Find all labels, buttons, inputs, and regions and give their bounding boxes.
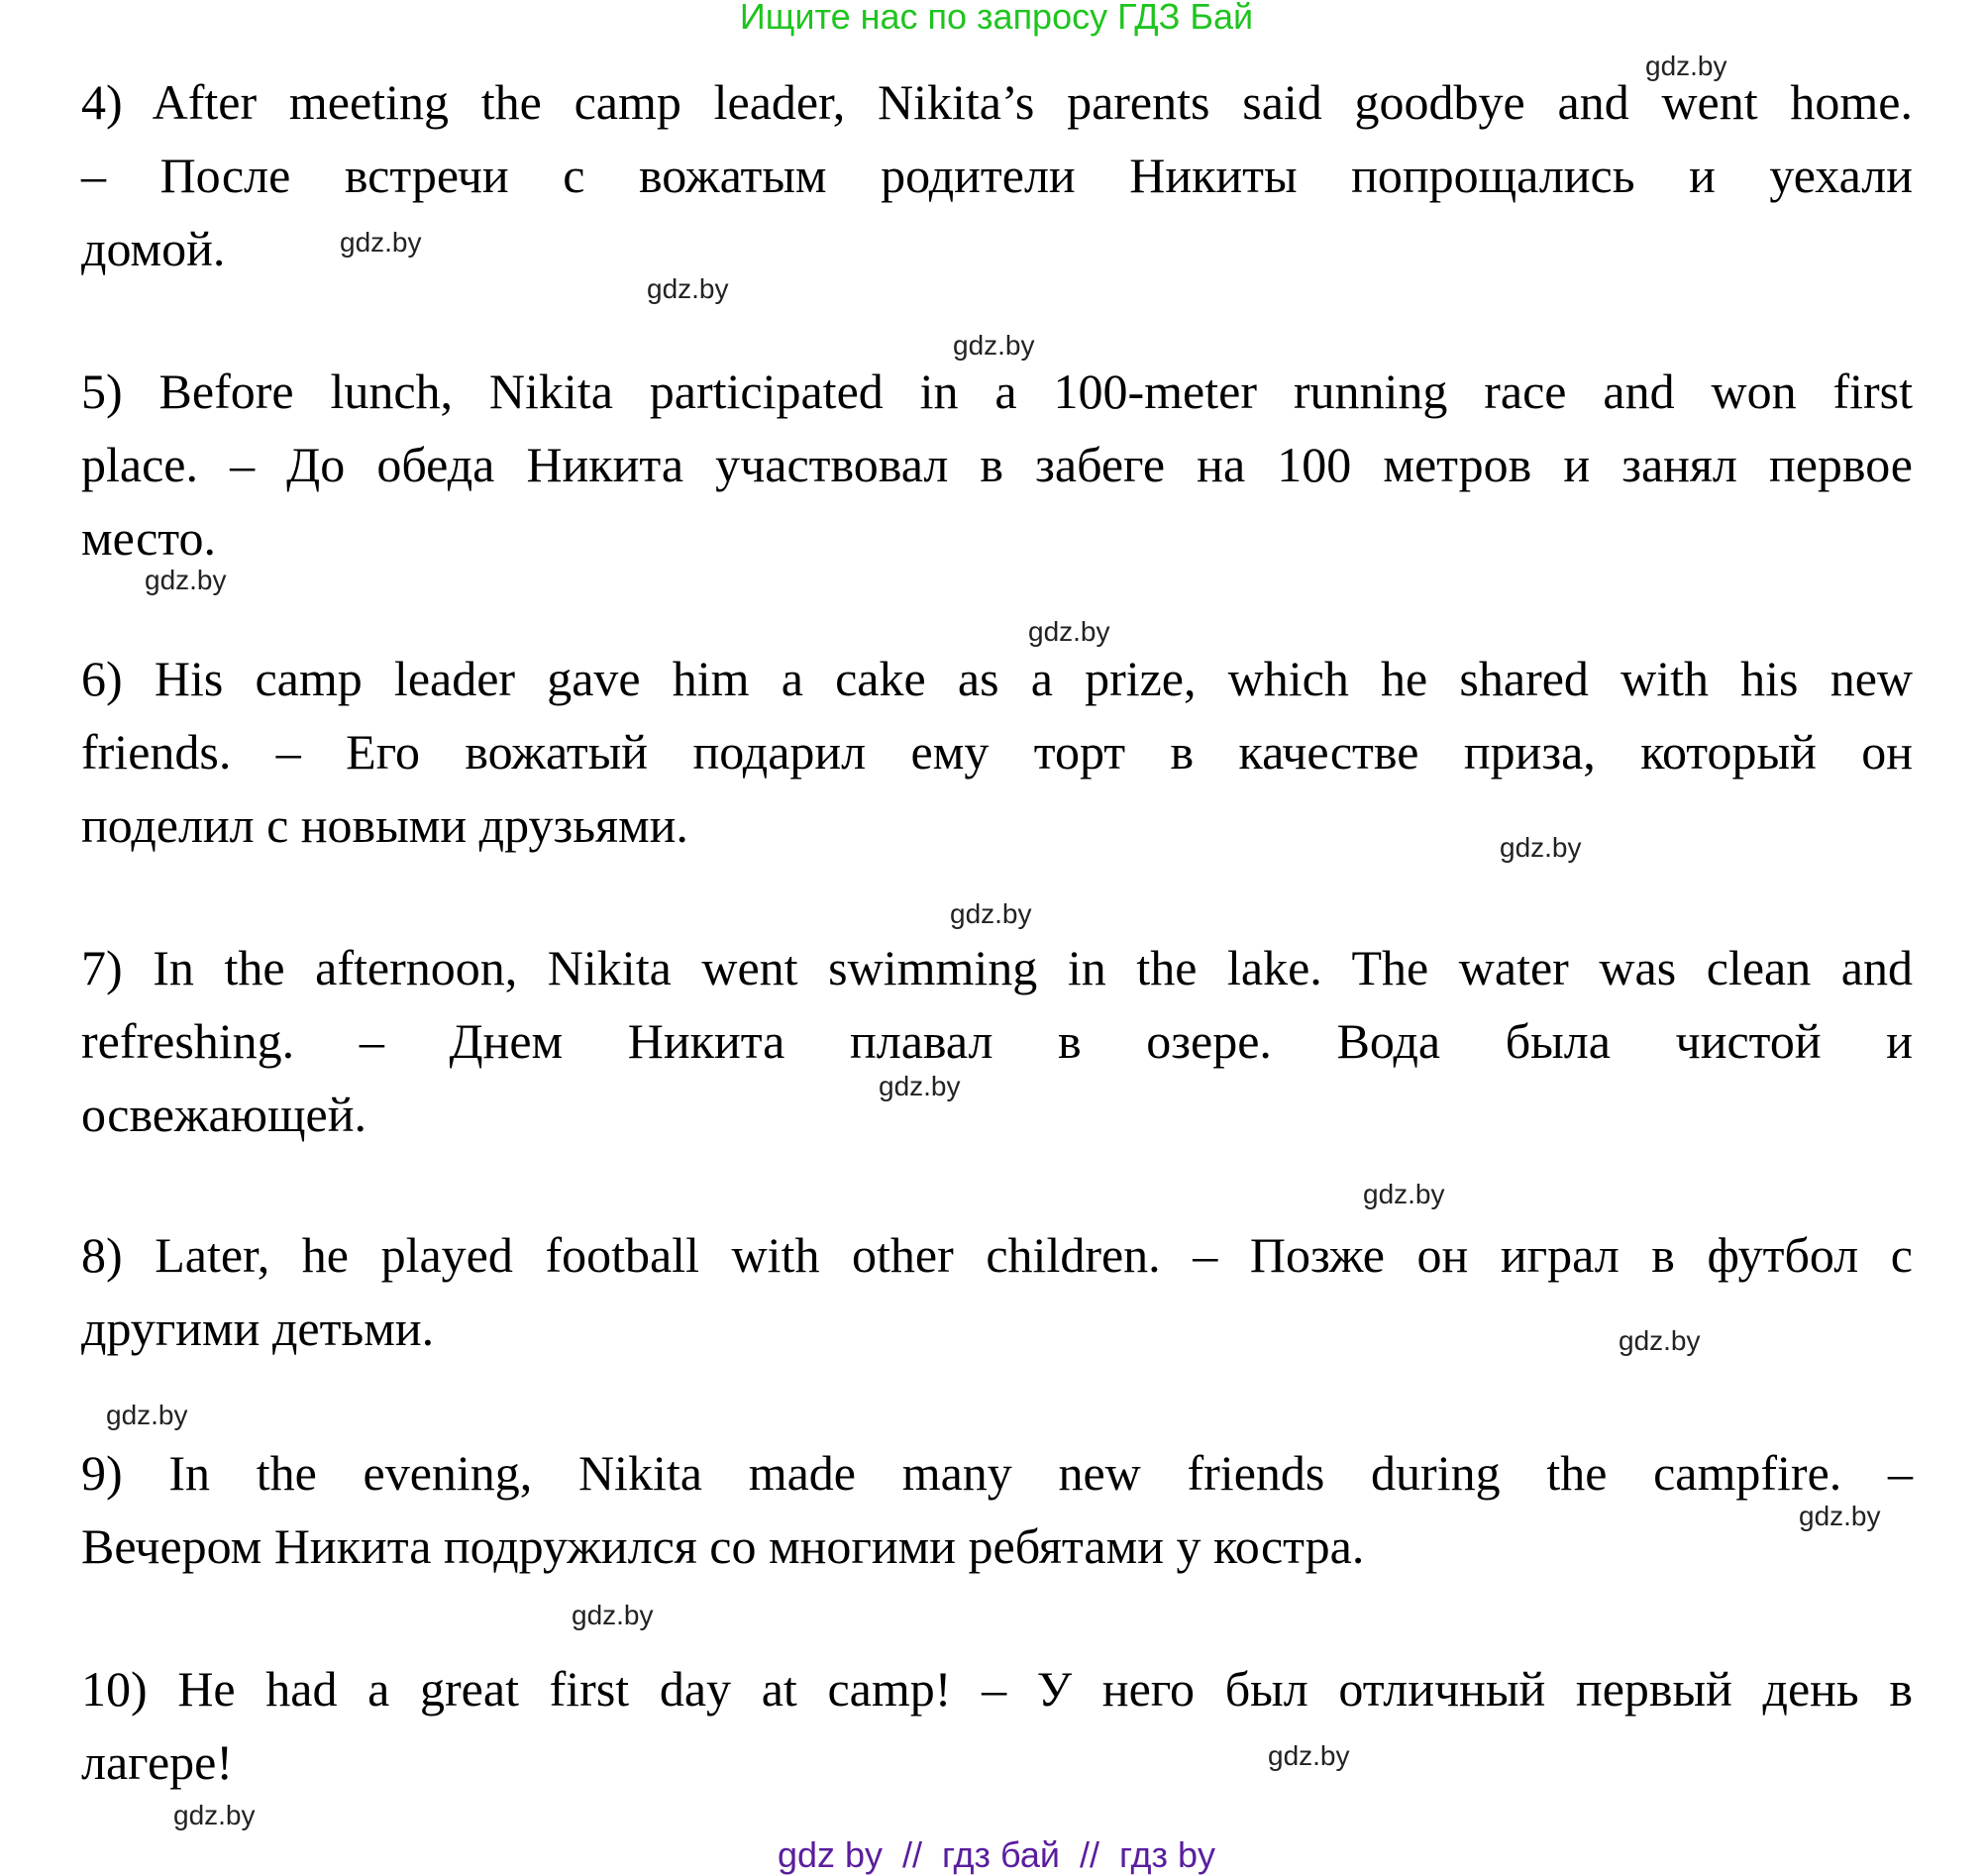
text-line: домой. <box>81 221 226 276</box>
paragraph-5 <box>81 355 1913 574</box>
watermark: gdz.by <box>1028 616 1110 647</box>
text-line: place. – До обеда Никита участвовал в забеге на 100 метров и занял первое <box>81 437 1913 492</box>
text-line: 8) Later, he played football with other children. – Позже он играл в футбол с <box>81 1227 1913 1283</box>
watermark: gdz.by <box>1645 51 1727 81</box>
watermark: gdz.by <box>1500 832 1582 863</box>
text-line: – После встречи с вожатым родители Никиты попрощались и уехали <box>81 148 1913 203</box>
text-line: поделил с новыми друзьями. <box>81 797 688 853</box>
text-line: другими детьми. <box>81 1301 435 1356</box>
watermark: gdz.by <box>953 330 1035 361</box>
watermark: gdz.by <box>572 1600 654 1630</box>
text-line: refreshing. – Днем Никита плавал в озере. Вода была чистой и <box>81 1013 1913 1069</box>
text-line: 6) His camp leader gave him a cake as a prize, which he shared with his new <box>81 651 1913 706</box>
text-line: friends. – Его вожатый подарил ему торт в качестве приза, который он <box>81 724 1913 780</box>
watermark: gdz.by <box>647 273 729 304</box>
watermark: gdz.by <box>1619 1325 1701 1356</box>
text-line: Вечером Никита подружился со многими ребятами у костра. <box>81 1518 1365 1574</box>
watermark: gdz.by <box>1268 1740 1350 1771</box>
watermark: gdz.by <box>950 898 1032 929</box>
watermark: gdz.by <box>145 565 227 595</box>
paragraph-10 <box>81 1652 1913 1799</box>
watermark: gdz.by <box>173 1800 256 1830</box>
paragraph-6 <box>81 642 1913 862</box>
watermark: gdz.by <box>340 227 422 258</box>
text-line: 5) Before lunch, Nikita participated in a 100-meter running race and won first <box>81 364 1913 419</box>
footer-links: gdz by // гдз бай // гдз by <box>777 1834 1216 1875</box>
paragraph-9 <box>81 1436 1913 1583</box>
watermark: gdz.by <box>1799 1501 1881 1531</box>
watermark: gdz.by <box>1363 1179 1445 1209</box>
search-banner: Ищите нас по запросу ГДЗ Бай <box>739 0 1254 37</box>
text-line: 10) He had a great first day at camp! – У него был отличный первый день в <box>81 1661 1913 1717</box>
text-line: место. <box>81 510 216 566</box>
text-line: 4) After meeting the camp leader, Nikita’s parents said goodbye and went home. <box>81 74 1913 130</box>
text-line: 7) In the afternoon, Nikita went swimming in the lake. The water was clean and <box>81 940 1913 995</box>
text-line: освежающей. <box>81 1087 366 1142</box>
watermark: gdz.by <box>106 1400 188 1430</box>
text-line: 9) In the evening, Nikita made many new friends during the campfire. – <box>81 1445 1913 1501</box>
paragraph-7 <box>81 931 1913 1151</box>
watermark: gdz.by <box>879 1071 961 1101</box>
text-line: лагере! <box>81 1734 234 1790</box>
